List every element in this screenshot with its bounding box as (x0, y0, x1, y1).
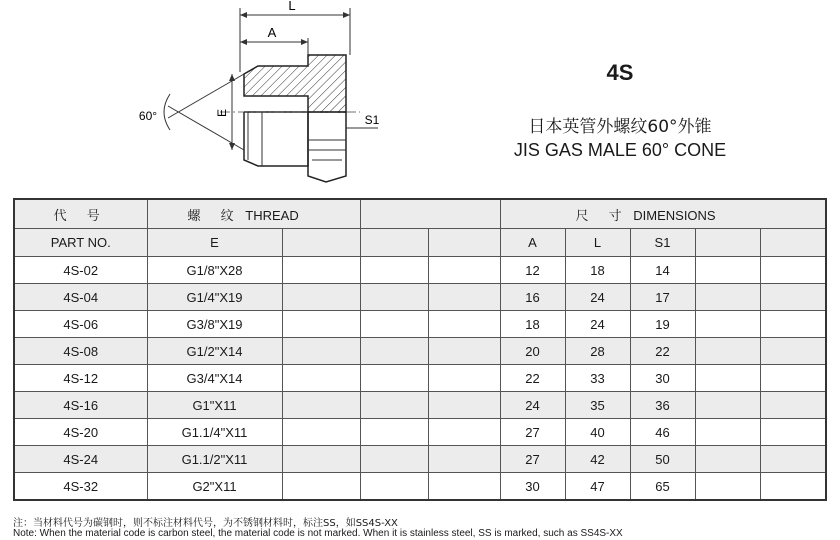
dim-A-cell: 27 (500, 446, 565, 473)
dim-L-cell: 40 (565, 419, 630, 446)
dim-L-cell: 33 (565, 365, 630, 392)
section-hatch (244, 55, 346, 112)
thread-cell: G1/8"X28 (147, 257, 282, 284)
thread-cell: G1/4"X19 (147, 284, 282, 311)
part-no-cell: 4S-16 (14, 392, 147, 419)
part-no-cell: 4S-08 (14, 338, 147, 365)
dim-L-cell: 28 (565, 338, 630, 365)
dim-A-cell: 22 (500, 365, 565, 392)
table-row (14, 284, 826, 311)
spec-table (13, 198, 827, 501)
subtitle-english: JIS GAS MALE 60° CONE (513, 140, 727, 160)
note-english: Note: When the material code is carbon steel, the material code is not marked. When it is stainless steel, SS is marked, such as SS4S-XX (13, 528, 623, 539)
table-row (14, 338, 826, 365)
part-no-cell: 4S-32 (14, 473, 147, 501)
header-code-cn: 代 号 (14, 199, 147, 229)
thread-cell: G1/2"X14 (147, 338, 282, 365)
header-S1: S1 (630, 229, 695, 257)
dim-S1-cell: 50 (630, 446, 695, 473)
table-row (14, 311, 826, 338)
thread-cell: G3/8"X19 (147, 311, 282, 338)
part-no-cell: 4S-06 (14, 311, 147, 338)
header-L: L (565, 229, 630, 257)
fitting-drawing (0, 0, 420, 195)
thread-cell: G1.1/4"X11 (147, 419, 282, 446)
part-no-cell: 4S-02 (14, 257, 147, 284)
dim-L-cell: 35 (565, 392, 630, 419)
dim-A-cell: 30 (500, 473, 565, 501)
dim-S1-cell: 19 (630, 311, 695, 338)
dim-S1-cell: 30 (630, 365, 695, 392)
thread-cell: G1"X11 (147, 392, 282, 419)
header-part-no: PART NO. (14, 229, 147, 257)
dim-A-cell: 16 (500, 284, 565, 311)
dim-S1-label: S1 (364, 113, 380, 127)
dim-S1-cell: 17 (630, 284, 695, 311)
part-no-cell: 4S-04 (14, 284, 147, 311)
thread-cell: G3/4"X14 (147, 365, 282, 392)
header-thread: 螺 纹 THREAD (147, 199, 360, 229)
dim-A-cell: 18 (500, 311, 565, 338)
table-row (14, 392, 826, 419)
dim-A-cell: 27 (500, 419, 565, 446)
part-no-cell: 4S-20 (14, 419, 147, 446)
dim-L-cell: 18 (565, 257, 630, 284)
thread-cell: G2"X11 (147, 473, 282, 501)
part-no-cell: 4S-12 (14, 365, 147, 392)
header-row-2 (14, 229, 826, 257)
dim-S1-cell: 65 (630, 473, 695, 501)
angle-label: 60° (138, 109, 158, 123)
table-row (14, 446, 826, 473)
header-dimensions: 尺 寸 DIMENSIONS (500, 199, 826, 229)
dim-L-cell: 47 (565, 473, 630, 501)
header-row-1 (14, 199, 826, 229)
thread-cell: G1.1/2"X11 (147, 446, 282, 473)
dim-A-label: A (267, 25, 277, 40)
dim-L-cell: 42 (565, 446, 630, 473)
angle-arc (164, 94, 170, 130)
table-row (14, 365, 826, 392)
header-blank (360, 199, 500, 229)
subtitle-chinese: 日本英管外螺纹60°外锥 (528, 117, 712, 137)
header-A: A (500, 229, 565, 257)
dim-A-cell: 20 (500, 338, 565, 365)
table-row (14, 419, 826, 446)
dim-S1-cell: 46 (630, 419, 695, 446)
part-no-cell: 4S-24 (14, 446, 147, 473)
part-series-title: 4S (606, 60, 634, 85)
dim-A-cell: 12 (500, 257, 565, 284)
header-E: E (147, 229, 282, 257)
dim-E-label: E (215, 108, 229, 118)
table-row (14, 473, 826, 501)
dim-S1-cell: 14 (630, 257, 695, 284)
dim-L-label: L (288, 0, 296, 13)
table-row (14, 257, 826, 284)
note-chinese: 注：当材料代号为碳钢时，则不标注材料代号，为不锈钢材料时，标注SS，如SS4S-XX (13, 518, 398, 529)
dim-L-cell: 24 (565, 284, 630, 311)
dim-A-cell: 24 (500, 392, 565, 419)
dim-S1-cell: 36 (630, 392, 695, 419)
hex-section (308, 112, 346, 182)
dim-S1-cell: 22 (630, 338, 695, 365)
dim-L-cell: 24 (565, 311, 630, 338)
